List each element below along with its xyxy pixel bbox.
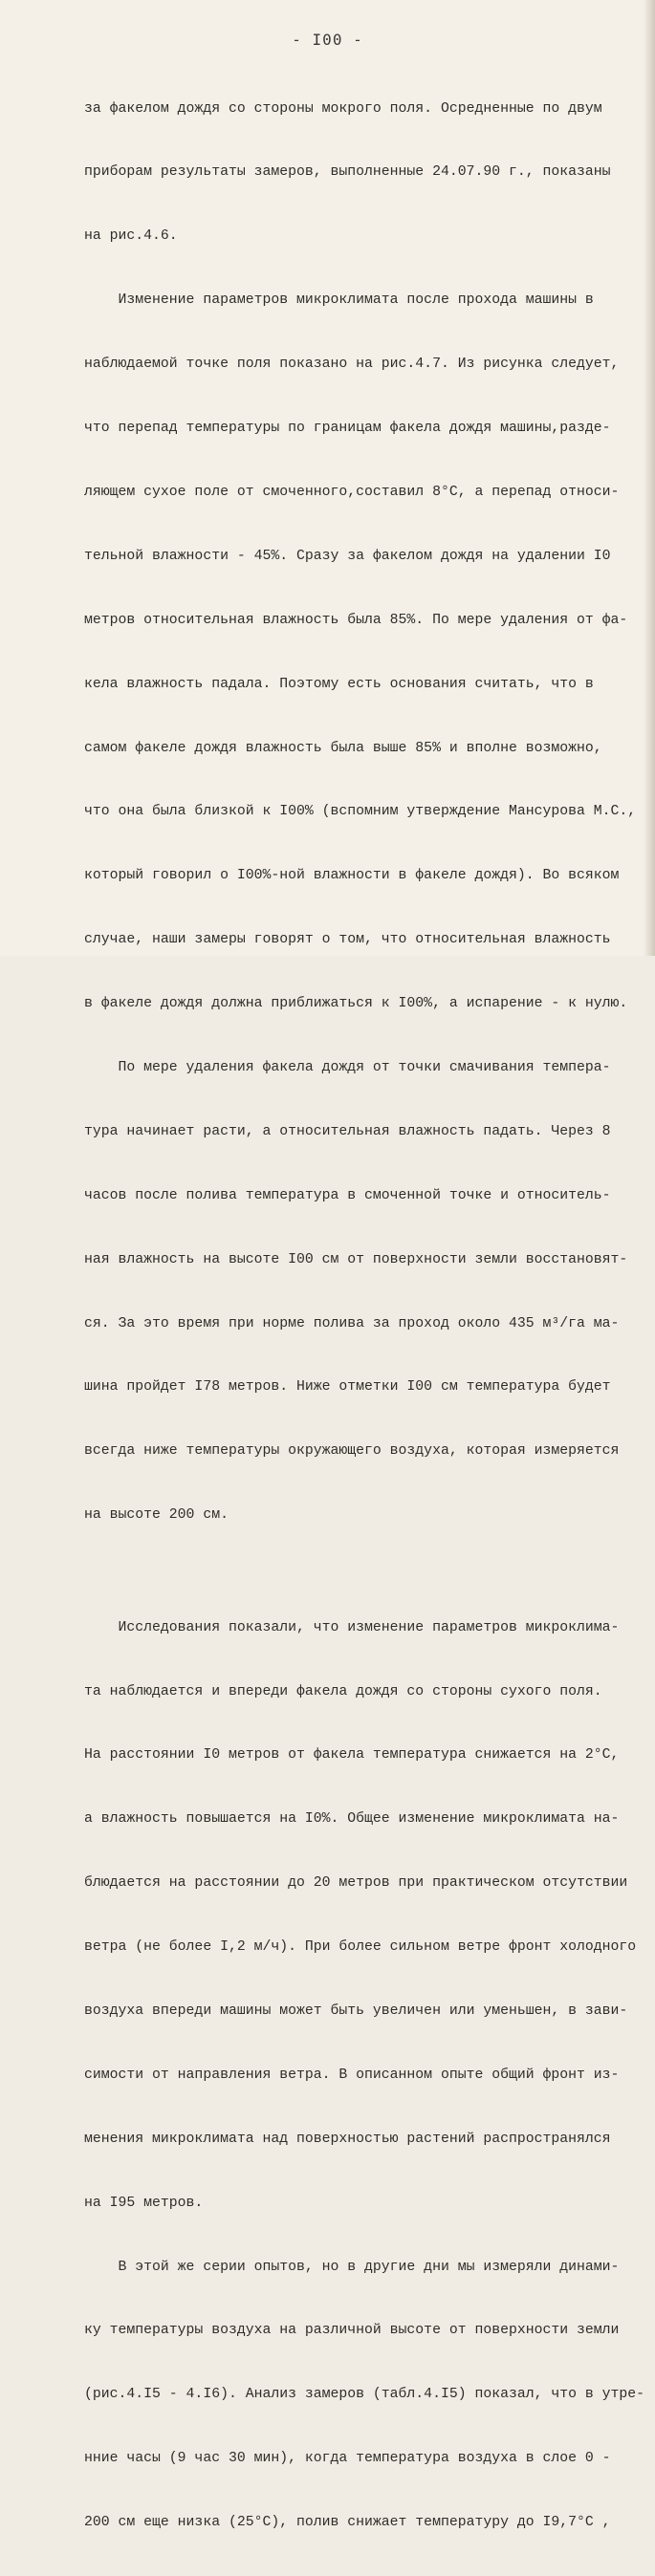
text-line: на I95 метров. [84, 2195, 204, 2211]
text-line: самом факеле дождя влажность была выше 85% и вполне возможно, [84, 740, 602, 756]
text-line: тельной влажности - 45%. Сразу за факелом дождя на удалении I0 [84, 548, 611, 564]
text-line: случае, наши замеры говорят о том, что относительная влажность [84, 932, 611, 948]
page-edge-shadow [644, 0, 655, 956]
text-line: 200 см еще низка (25°С), полив снижает температуру до I9,7°С , [84, 2515, 611, 2531]
text-line: нние часы (9 час 30 мин), когда температура воздуха в слое 0 - [84, 2451, 611, 2467]
text-line: шина пройдет I78 метров. Ниже отметки I00 см температура будет [84, 1379, 611, 1396]
text-line: в факеле дождя должна приближаться к I00%, а испарение - к нулю. [84, 996, 628, 1012]
text-line: что перепад температуры по границам факела дождя машины,разде- [84, 421, 611, 437]
text-line: Изменение параметров микроклимата после прохода машины в [84, 292, 594, 309]
text-line: На расстоянии I0 метров от факела температура снижается на 2°С, [84, 1747, 620, 1764]
text-line: за факелом дождя со стороны мокрого поля. Осредненные по двум [84, 100, 602, 117]
text-line: а влажность повышается на I0%. Общее изменение микроклимата на- [84, 1811, 620, 1828]
text-line: ная влажность на высоте I00 см от поверхности земли восстановят- [84, 1251, 628, 1267]
text-line: тура начинает расти, а относительная влажность падать. Через 8 [84, 1123, 611, 1139]
text-line: По мере удаления факела дождя от точки смачивания темпера- [84, 1059, 611, 1075]
text-line: ку температуры воздуха на различной высоте от поверхности земли [84, 2323, 620, 2339]
paragraph-gap [84, 1569, 620, 1574]
page-number: - I00 - [292, 31, 363, 49]
text-line: та наблюдается и впереди факела дождя со стороны сухого поля. [84, 1683, 602, 1699]
text-line: метров относительная влажность была 85%. По мере удаления от фа- [84, 612, 628, 628]
text-line: часов после полива температура в смоченной точке и относитель- [84, 1187, 611, 1203]
text-line: что она была близкой к I00% (вспомним утверждение Мансурова М.С., [84, 804, 637, 820]
text-line: на высоте 200 см. [84, 1507, 229, 1524]
text-line: симости от направления ветра. В описанном опыте общий фронт из- [84, 2067, 620, 2083]
body-text [84, 55, 645, 2576]
text-line: ся. За это время при норме полива за проход около 435 м³/га ма- [84, 1315, 620, 1331]
text-line: менения микроклимата над поверхностью растений распространялся [84, 2131, 611, 2147]
text-line: воздуха впереди машины может быть увеличен или уменьшен, в зави- [84, 2003, 628, 2020]
text-line: ветра (не более I,2 м/ч). При более сильном ветре фронт холодного [84, 1939, 637, 1956]
text-line: который говорил о I00%-ной влажности в факеле дождя). Во всяком [84, 868, 620, 884]
text-line: кела влажность падала. Поэтому есть основания считать, что в [84, 676, 594, 692]
text-line: Исследования показали, что изменение параметров микроклима- [84, 1619, 620, 1635]
text-line: наблюдаемой точке поля показано на рис.4.7. Из рисунка следует, [84, 357, 620, 373]
text-line: В этой же серии опытов, но в другие дни мы измеряли динами- [84, 2259, 620, 2275]
text-line: всегда ниже температуры окружающего воздуха, которая измеряется [84, 1443, 620, 1460]
text-line: на рис.4.6. [84, 228, 178, 245]
text-line: приборам результаты замеров, выполненные 24.07.90 г., показаны [84, 164, 611, 181]
text-line: (рис.4.I5 - 4.I6). Анализ замеров (табл.4.I5) показал, что в утре- [84, 2387, 645, 2403]
text-line: ляющем сухое поле от смоченного,составил 8°С, а перепад относи- [84, 484, 620, 500]
text-line: блюдается на расстоянии до 20 метров при практическом отсутствии [84, 1875, 628, 1892]
